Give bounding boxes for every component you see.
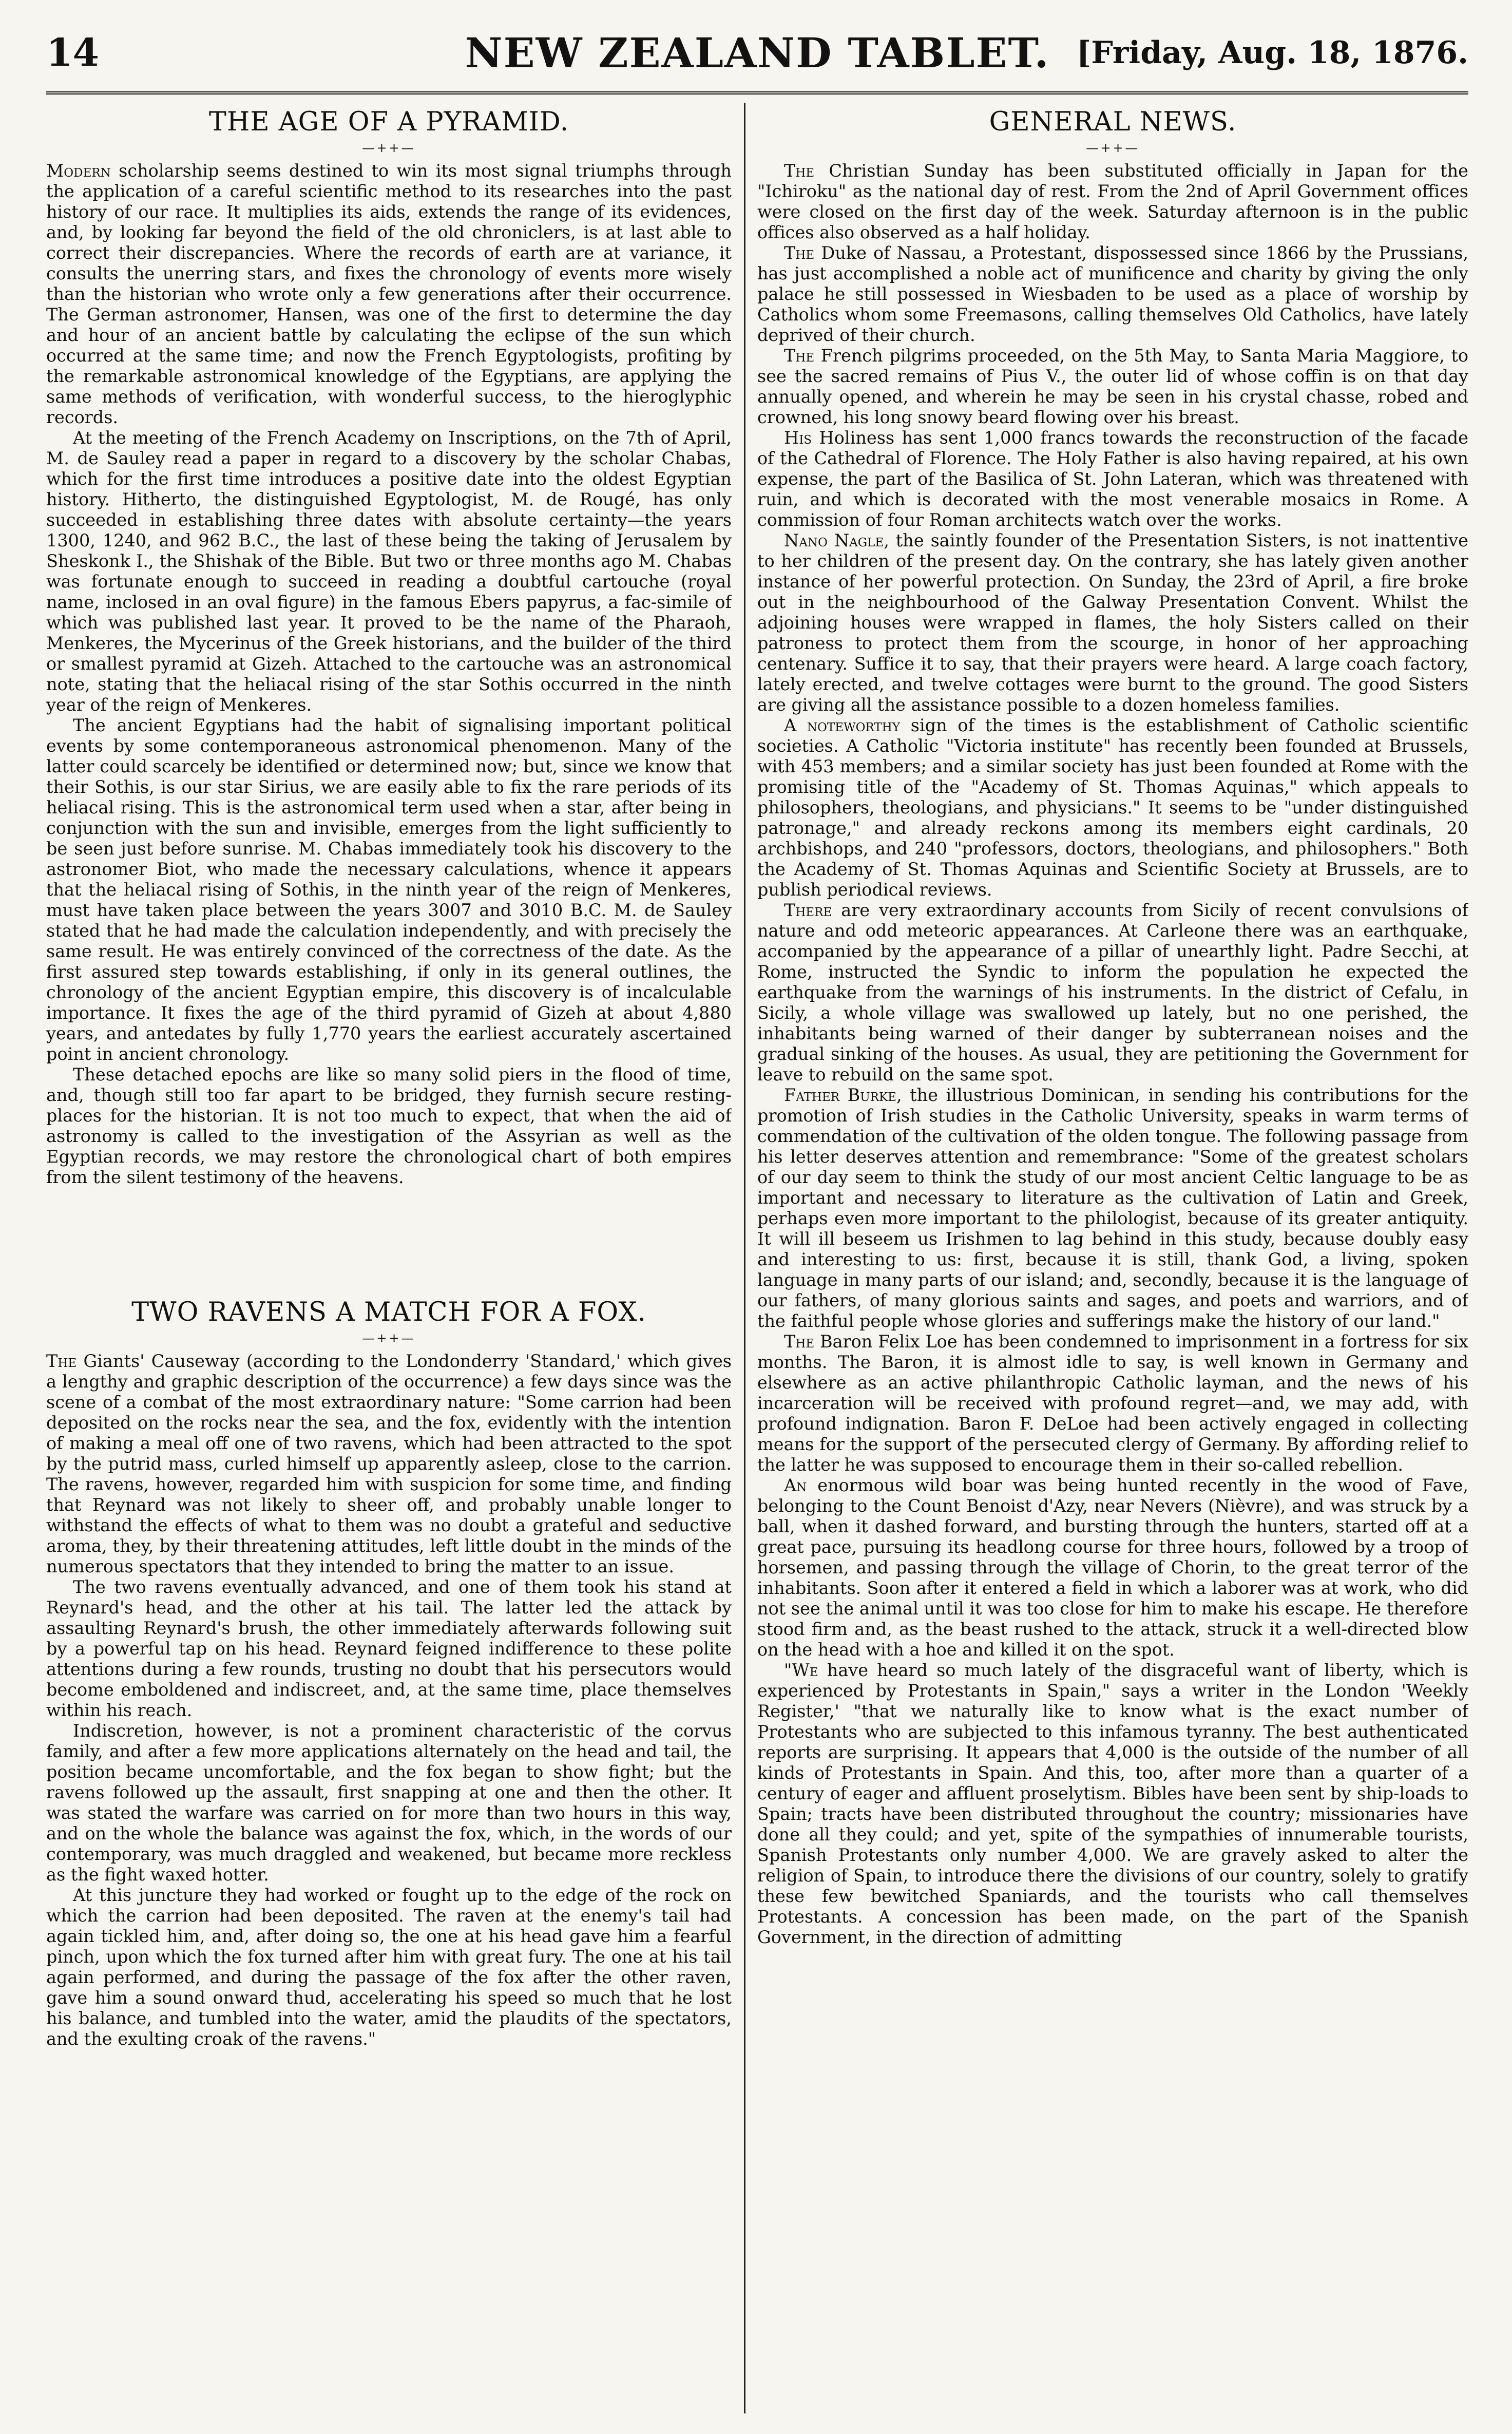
- news-item-text: Baron Felix Loe has been condemned to imprisonment in a fortress for six months. The Baron, it is almost idle to say, is well known in Germany and elsewhere as an active philanthropic Catholic layman, and the news of his incarceration will be received with profound regret—and, we may add, with profound indignation. Baron F. DeLoe had been actively engaged in collecting means for the support of the persecuted clergy of Germany. By affording relief to the latter he was supposed to encourage them in their so-called rebellion.: [757, 1332, 1468, 1475]
- article-paragraph: The two ravens eventually advanced, and one of them took his stand at Reynard's head, and the other at his tail. The latter led the attack by assaulting Reynard's brush, the other immediately afterwards following suit by a powerful tap on his head. Reynard feigned indifference to these polite attentions during a few rounds, trusting no doubt that his persecutors would become emboldened and indiscreet, and, at the same time, place themselves within his reach.: [46, 1577, 732, 1720]
- news-item: [757, 530, 1468, 715]
- news-item-text: Duke of Nassau, a Protestant, dispossessed since 1866 by the Prussians, has just accomplished a noble act of munificence and charity by giving the only palace he still possessed in Wiesbaden to be used as a place of worship by Catholics whom some Freemasons, calling themselves Old Catholics, have lately deprived of their church.: [757, 243, 1468, 345]
- article-two-ravens: [46, 1296, 732, 2049]
- article-general-news: [757, 105, 1468, 1948]
- news-item: [757, 900, 1468, 1085]
- lead-word: A noteworthy: [784, 715, 901, 735]
- news-item: [757, 161, 1468, 243]
- news-item: [757, 1085, 1468, 1332]
- article-headline: GENERAL NEWS.: [989, 107, 1237, 137]
- lead-word: The: [784, 1332, 815, 1352]
- news-item-text: sign of the times is the establishment of Catholic scientific societies. A Catholic "Victoria institute" has recently been founded at Brussels, with 453 members; and a similar society has just been founded at Rome with the promising title of the "Academy of St. Thomas Aquinas," which appeals to philosophers, theologians, and physicians." It seems to be "under distinguished patronage," and already reckons among its members eight cardinals, 20 archbishops, and 240 "professors, doctors, theologians, and philosophers." Both the Academy of St. Thomas Aquinas and Scientific Society at Brussels, are to publish periodical reviews.: [757, 715, 1468, 900]
- page-number: 14: [46, 31, 99, 75]
- article-age-of-a-pyramid: [46, 105, 732, 1188]
- article-headline: THE AGE OF A PYRAMID.: [208, 107, 569, 137]
- lead-word: An: [784, 1475, 807, 1495]
- section-gap: [46, 1188, 732, 1296]
- article-paragraph: [46, 1351, 732, 1577]
- lead-word: The: [784, 161, 815, 181]
- news-item: [757, 715, 1468, 900]
- section-ornament: —++—: [1086, 141, 1140, 155]
- article-paragraph: These detached epochs are like so many solid piers in the flood of time, and, though still too far apart to be bridged, they furnish secure resting-places for the historian. It is not too much to expect, that when the aid of astronomy is called to the investigation of the Assyrian as well as the Egyptian records, we may restore the chronological chart of both empires from the silent testimony of the heavens.: [46, 1064, 732, 1187]
- news-item-text: , the illustrious Dominican, in sending his contributions for the promotion of Irish studies in the Catholic University, speaks in warm terms of commendation of the cultivation of the olden tongue. The following passage from his letter deserves attention and remembrance: "Some of the greatest scholars of our day seem to think the study of our most ancient Celtic language to be as important and necessary to literature as the cultivation of Latin and Greek, perhaps even more important to the philologist, because of its greater antiquity. It will ill beseem us Irishmen to lag behind in this study, because doubly easy and interesting to us: first, because it is still, thank God, a living, spoken language in many parts of our island; and, secondly, because it is the language of our fathers, of many glorious saints and sages, and poets and warriors, and of the faithful people whose glories and sufferings make the history of our land.": [757, 1085, 1468, 1331]
- issue-date: [Friday, Aug. 18, 1876.: [1076, 35, 1468, 71]
- right-column: [757, 105, 1468, 2406]
- masthead: [46, 25, 1468, 81]
- paragraph-text: scholarship seems destined to win its most signal triumphs through the application of a careful scientific method to its researches into the past history of our race. It multiplies its aids, extends the range of its evidences, and, by looking far beyond the field of the old chroniclers, is at last able to correct their discrepancies. Where the records of earth are at variance, it consults the unerring stars, and fixes the chronology of events more wisely than the historian who wrote only a few generations after their occurrence. The German astronomer, Hansen, was one of the first to determine the day and hour of an ancient battle by calculating the eclipse of the sun which occurred at the same time; and now the French Egyptologists, profiting by the remarkable astronomical knowledge of the Egyptians, are applying the same methods of verification, with wonderful success, to the hieroglyphic records.: [46, 161, 732, 427]
- article-paragraph: At the meeting of the French Academy on Inscriptions, on the 7th of April, M. de Sauley read a paper in regard to a discovery by the scholar Chabas, which for the first time introduces a positive date into the oldest Egyptian history. Hitherto, the distinguished Egyptologist, M. de Rougé, has only succeeded in establishing three dates with absolute certainty—the years 1300, 1240, and 962 B.C., the last of these being the taking of Jerusalem by Sheskonk I., the Shishak of the Bible. But two or three months ago M. Chabas was fortunate enough to succeed in reading a doubtful cartouche (royal name, inclosed in an oval figure) in the famous Ebers papyrus, a fac-simile of which was published last year. It proved to be the name of the Pharaoh, Menkeres, the Mycerinus of the Greek historians, and the builder of the third or smallest pyramid at Gizeh. Attached to the cartouche was an astronomical note, stating that the heliacal rising of the star Sothis occurred in the ninth year of the reign of Menkeres.: [46, 428, 732, 715]
- news-item: [757, 346, 1468, 428]
- article-headline: TWO RAVENS A MATCH FOR A FOX.: [131, 1297, 646, 1327]
- news-item-text: Christian Sunday has been substituted officially in Japan for the "Ichiroku" as the national day of rest. From the 2nd of April Government offices were closed on the first day of the week. Saturday afternoon is in the public offices also observed as a half holiday.: [757, 161, 1468, 242]
- left-column: [46, 105, 732, 2406]
- news-item-text: enormous wild boar was being hunted recently in the wood of Fave, belonging to the Count Benoist d'Azy, near Nevers (Nièvre), and was struck by a ball, when it dashed forward, and bursting through the hunters, started off at a great pace, pursuing its headlong course for three hours, followed by a troop of horsemen, and passing through the village of Chorin, to the great terror of the inhabitants. Soon after it entered a field in which a laborer was at work, who did not see the animal until it was too close for him to make his escape. He therefore stood firm and, as the beast rushed to the attack, struck it a well-directed blow on the head with a hoe and killed it on the spot.: [757, 1475, 1468, 1660]
- news-item: [757, 1475, 1468, 1660]
- lead-word: His: [784, 428, 812, 448]
- lead-word: Father Burke: [784, 1085, 896, 1105]
- lead-word: The: [784, 243, 815, 263]
- news-item: [757, 1332, 1468, 1475]
- paragraph-text: Giants' Causeway (according to the Londonderry 'Standard,' which gives a lengthy and graphic description of the occurrence) a few days since was the scene of a combat of the most extraordinary nature: "Some carrion had been deposited on the rocks near the sea, and the fox, evidently with the intention of making a meal off one of two ravens, which had been attracted to the spot by the putrid mass, curled himself up apparently asleep, close to the carrion. The ravens, however, regarded him with suspicion for some time, and finding that Reynard was not likely to sheer off, and probably unable longer to withstand the effects of what to them was no doubt a grateful and seductive aroma, they, by their threatening attitudes, left little doubt in the minds of the numerous spectators that they intended to bring the matter to an issue.: [46, 1351, 732, 1576]
- article-paragraph: Indiscretion, however, is not a prominent characteristic of the corvus family, and after a few more applications alternately on the head and tail, the position became uncomfortable, and the fox began to show fight; but the ravens followed up the assault, first snapping at one and then the other. It was stated the warfare was carried on for more than two hours in this way, and on the whole the balance was against the fox, which, in the words of our contemporary, was much draggled and weakened, but became more reckless as the fight waxed hotter.: [46, 1721, 732, 1885]
- lead-word: Modern: [46, 161, 111, 181]
- lead-word: "We: [784, 1660, 818, 1680]
- news-item-text: have heard so much lately of the disgraceful want of liberty, which is experienced by Protestants in Spain," says a writer in the London 'Weekly Register,' "that we naturally like to know what is the exact number of Protestants who are subjected to this infamous tyranny. The best authenticated reports are surprising. It appears that 4,000 is the outside of the number of all kinds of Protestants in Spain. And this, too, after more than a quarter of a century of eager and affluent proselytism. Bibles have been sent by ship-loads to Spain; tracts have been distributed throughout the country; missionaries have done all they could; and yet, spite of the sympathies of innumerable tourists, Spanish Protestants only number 4,000. We are gravely asked to alter the religion of Spain, to introduce there the divisions of our country, solely to gratify these few bewitched Spaniards, and the tourists who call themselves Protestants. A concession has been made, on the part of the Spanish Government, in the direction of admitting: [757, 1660, 1468, 1947]
- section-ornament: —++—: [362, 1331, 416, 1345]
- news-item-text: , the saintly founder of the Presentation Sisters, is not inattentive to her children of the present day. On the contrary, she has lately given another instance of her powerful protection. On Sunday, the 23rd of April, a fire broke out in the neighbourhood of the Galway Presentation Convent. Whilst the adjoining houses were wrapped in flames, the holy Sisters called on their patroness to protect them from the scourge, in honor of her approaching centenary. Suffice it to say, that their prayers were heard. A large coach factory, lately erected, and twelve cottages were burnt to the ground. The good Sisters are giving all the assistance possible to a dozen homeless families.: [757, 530, 1468, 715]
- news-item: [757, 243, 1468, 346]
- article-paragraph: [46, 161, 732, 428]
- news-item: [757, 428, 1468, 530]
- section-ornament: —++—: [362, 141, 416, 155]
- article-paragraph: At this juncture they had worked or fought up to the edge of the rock on which the carrion had been deposited. The raven at the enemy's tail had again tickled him, and, after doing so, the one at his head gave him a fearful pinch, upon which the fox turned after him with great fury. The one at his tail again performed, and during the passage of the fox after the other raven, gave him a sound onward thud, accelerating his speed so much that he lost his balance, and tumbled into the water, amid the plaudits of the spectators, and the exulting croak of the ravens.": [46, 1885, 732, 2049]
- news-item: [757, 1660, 1468, 1948]
- lead-word: The: [46, 1351, 77, 1371]
- lead-word: Nano Nagle: [784, 530, 884, 550]
- news-item-text: Holiness has sent 1,000 francs towards the reconstruction of the facade of the Cathedral of Florence. The Holy Father is also having repaired, at his own expense, the part of the Basilica of St. John Lateran, which was threatened with ruin, and which is decorated with the most venerable mosaics in Rome. A commission of four Roman architects watch over the works.: [757, 428, 1468, 530]
- news-item-text: are very extraordinary accounts from Sicily of recent convulsions of nature and odd meteoric appearances. At Carleone there was an earthquake, accompanied by the appearance of a pillar of unearthly light. Padre Secchi, at Rome, instructed the Syndic to inform the population he expected the earthquake from the warnings of his instruments. In the district of Cefalu, in Sicily, a whole village was swallowed up lately, but no one perished, the inhabitants being warned of their danger by subterranean noises and the gradual sinking of the houses. As usual, they are petitioning the Government for leave to rebuild on the same spot.: [757, 900, 1468, 1085]
- news-item-text: French pilgrims proceeded, on the 5th May, to Santa Maria Maggiore, to see the sacred remains of Pius V., the outer lid of whose coffin is on that day annually opened, and wherein he may be seen in his crystal chasse, robed and crowned, his long snowy beard flowing over his breast.: [757, 346, 1468, 427]
- lead-word: The: [784, 346, 815, 366]
- column-divider: [744, 103, 745, 2413]
- masthead-rule: [46, 91, 1468, 94]
- newspaper-title: NEW ZEALAND TABLET.: [465, 29, 1050, 77]
- article-paragraph: The ancient Egyptians had the habit of signalising important political events by some contemporaneous astronomical phenomenon. Many of the latter could scarcely be identified or determined now; but, since we know that their Sothis, is our star Sirius, we are easily able to fix the rare periods of its heliacal rising. This is the astronomical term used when a star, after being in conjunction with the sun and invisible, emerges from the light sufficiently to be seen just before sunrise. M. Chabas immediately took his discovery to the astronomer Biot, who made the necessary calculations, whence it appears that the heliacal rising of Sothis, in the ninth year of the reign of Menkeres, must have taken place between the years 3007 and 3010 B.C. M. de Sauley stated that he had made the calculation independently, and with precisely the same result. He was entirely convinced of the correctness of the date. As the first assured step towards establishing, if only in its general outlines, the chronology of the ancient Egyptian empire, this discovery is of incalculable importance. It fixes the age of the third pyramid of Gizeh at about 4,880 years, and antedates by fully 1,770 years the earliest accurately ascertained point in ancient chronology.: [46, 715, 732, 1064]
- lead-word: There: [784, 900, 832, 920]
